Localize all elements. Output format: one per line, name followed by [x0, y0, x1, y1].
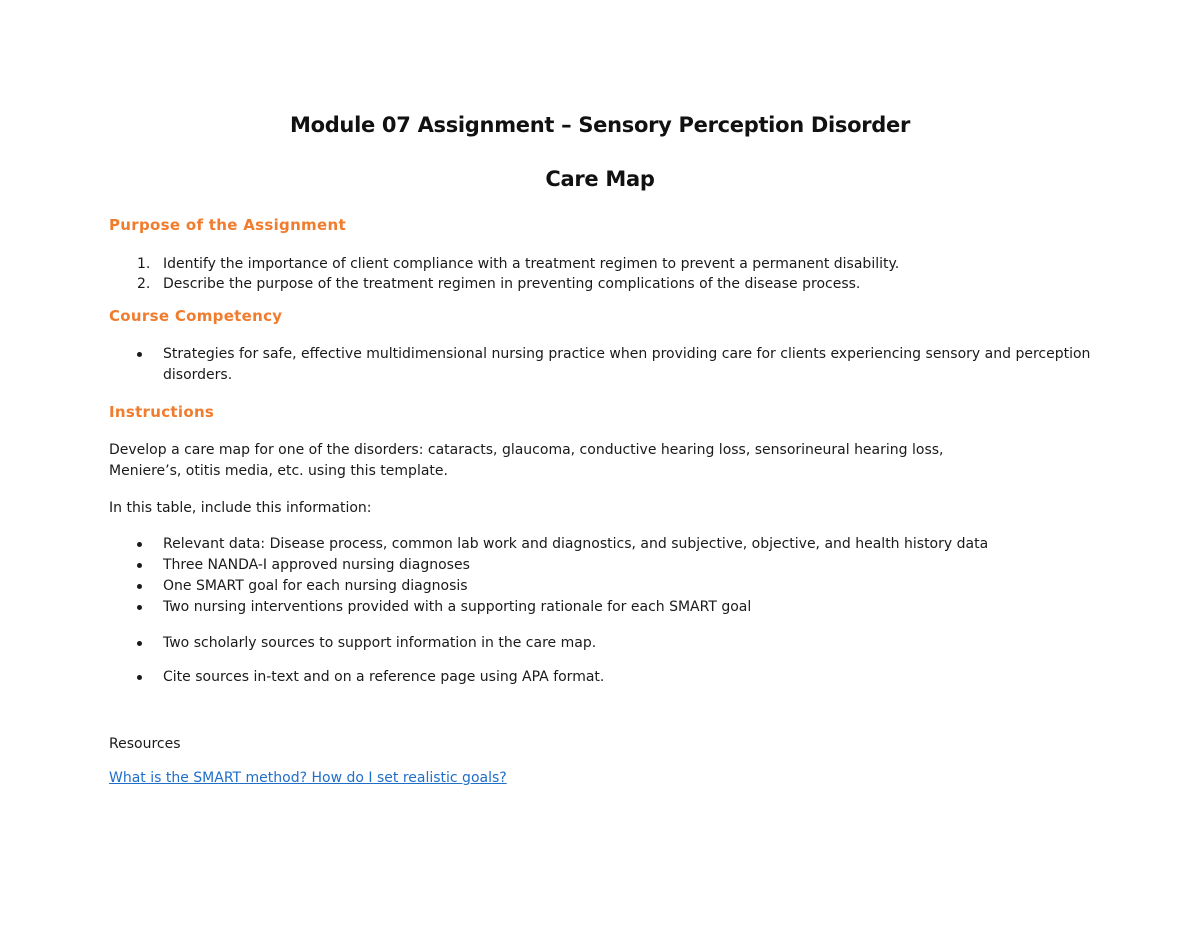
purpose-item-text: Identify the importance of client compliance with a treatment regimen to prevent a permanent disability.	[163, 256, 900, 272]
instruction-item-text: One SMART goal for each nursing diagnosis	[163, 578, 468, 594]
purpose-heading: Purpose of the Assignment	[109, 216, 346, 234]
competency-item-text: Strategies for safe, effective multidimensional nursing practice when providing care for clients experiencing sensory and perception disorders.	[163, 346, 1091, 383]
instructions-heading: Instructions	[109, 403, 215, 421]
instructions-paragraph-line-1: Develop a care map for one of the disorders: cataracts, glaucoma, conductive hearing loss, sensorineural hearing loss,	[109, 442, 944, 458]
instruction-item-text: Three NANDA-I approved nursing diagnoses	[163, 557, 470, 573]
smart-method-link[interactable]: What is the SMART method? How do I set realistic goals?	[109, 770, 507, 786]
list-number: 2.	[137, 276, 151, 292]
bullet-icon	[137, 641, 142, 646]
bullet-icon	[137, 584, 142, 589]
bullet-icon	[137, 352, 142, 357]
table-intro-text: In this table, include this information:	[109, 500, 372, 516]
bullet-icon	[137, 542, 142, 547]
bullet-icon	[137, 605, 142, 610]
document-subtitle: Care Map	[545, 167, 655, 191]
list-number: 1.	[137, 256, 151, 272]
bullet-icon	[137, 675, 142, 680]
purpose-item-text: Describe the purpose of the treatment regimen in preventing complications of the disease process.	[163, 276, 861, 292]
document-title: Module 07 Assignment – Sensory Perception Disorder	[289, 113, 911, 137]
bullet-icon	[137, 563, 142, 568]
instruction-item-text: Two scholarly sources to support information in the care map.	[163, 635, 597, 651]
instruction-item-text: Two nursing interventions provided with a supporting rationale for each SMART goal	[163, 599, 752, 615]
instruction-item-text: Cite sources in-text and on a reference page using APA format.	[163, 669, 605, 685]
instructions-paragraph-line-2: Meniere’s, otitis media, etc. using this template.	[109, 463, 448, 479]
competency-heading: Course Competency	[109, 307, 283, 325]
resources-label: Resources	[109, 736, 181, 752]
instruction-item-text: Relevant data: Disease process, common lab work and diagnostics, and subjective, objective, and health history data	[163, 536, 989, 552]
